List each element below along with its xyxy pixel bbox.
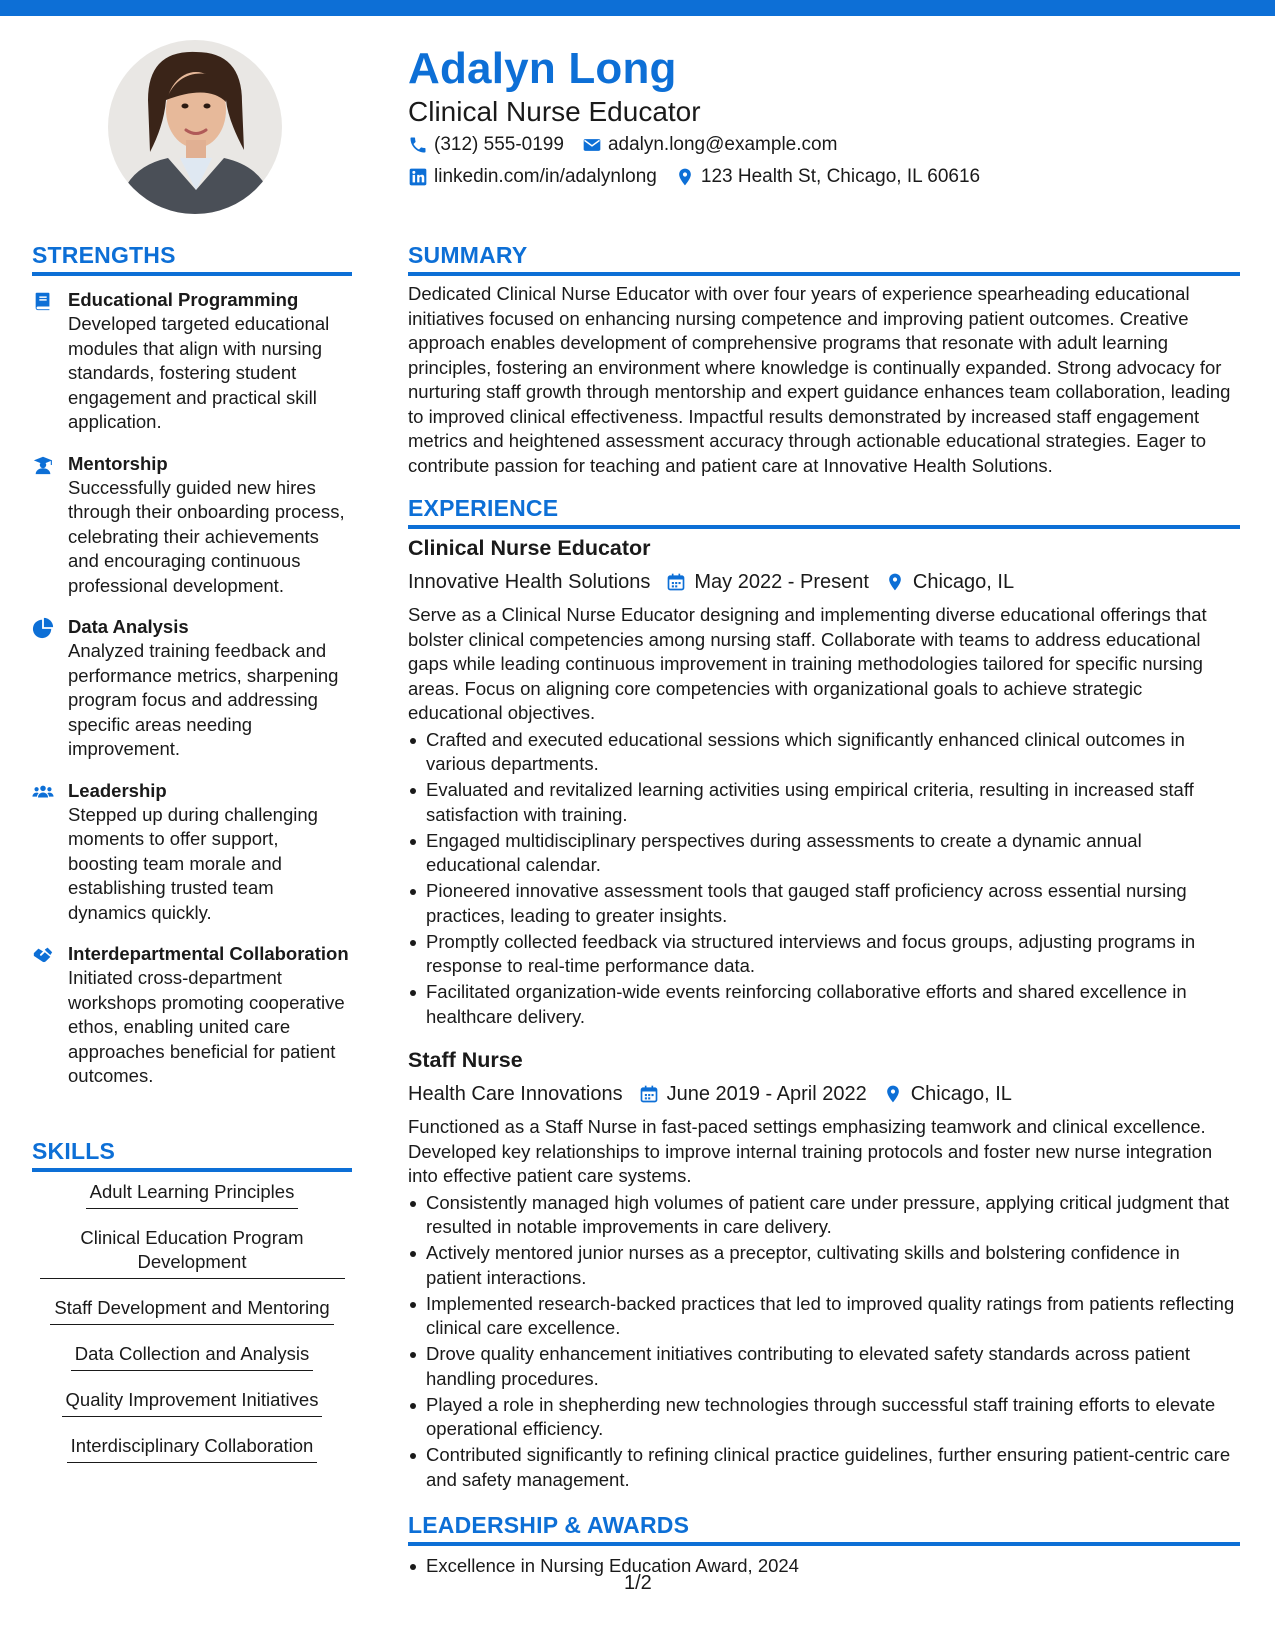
phone-text[interactable]: (312) 555-0199 xyxy=(434,134,564,155)
graduate-icon xyxy=(32,452,56,599)
list-item: Engaged multidisciplinary perspectives during assessments to create a dynamic annual educational calendar. xyxy=(408,829,1240,878)
skill-item xyxy=(32,1434,352,1463)
list-item: Pioneered innovative assessment tools that gauged staff proficiency across essential nursing practices, leading to greater insights. xyxy=(408,879,1240,928)
job-entry xyxy=(408,533,1240,1031)
contact-phone xyxy=(408,134,564,156)
list-item: Actively mentored junior nurses as a preceptor, cultivating skills and bolstering confidence in patient interactions. xyxy=(408,1241,1240,1290)
calendar-icon xyxy=(666,572,686,592)
experience-rule xyxy=(408,525,1240,529)
email-link[interactable]: adalyn.long@example.com xyxy=(607,134,838,155)
strength-item xyxy=(32,288,352,435)
contact-row-2 xyxy=(408,166,980,188)
list-item: Consistently managed high volumes of patient care under pressure, applying critical judgment that resulted in notable improvements in care delivery. xyxy=(408,1191,1240,1240)
users-icon xyxy=(32,779,56,926)
strengths-rule xyxy=(32,272,352,276)
job-meta xyxy=(408,567,1240,597)
linkedin-icon xyxy=(408,167,428,187)
job-bullets xyxy=(408,1191,1240,1493)
list-item: Contributed significantly to refining clinical practice guidelines, further ensuring patient-centric care and safety management. xyxy=(408,1443,1240,1492)
company-name: Innovative Health Solutions xyxy=(408,571,651,593)
contact-linkedin xyxy=(408,166,657,188)
contact-email xyxy=(582,134,837,156)
job-location: Chicago, IL xyxy=(910,1083,1012,1105)
skill-label: Clinical Education Program Development xyxy=(40,1226,345,1279)
handshake-icon xyxy=(32,942,56,1089)
map-pin-icon xyxy=(675,167,695,187)
summary-rule xyxy=(408,272,1240,276)
strengths-heading: STRENGTHS xyxy=(32,242,176,268)
strength-name: Leadership xyxy=(68,779,167,801)
skill-item xyxy=(32,1388,352,1417)
strengths-list xyxy=(32,288,352,1106)
job-location: Chicago, IL xyxy=(912,571,1015,593)
skills-list xyxy=(32,1180,352,1480)
map-pin-icon xyxy=(885,572,905,592)
summary-heading: SUMMARY xyxy=(408,242,528,268)
job-description: Serve as a Clinical Nurse Educator designing and implementing diverse educational offerings that bolster clinical competencies among nursing staff. Collaborate with teams to address educational gaps while leading continuous improvement in training methodologies tailored for specific nursing areas. Focus on aligning core competencies with organizational goals to achieve strategic educational objectives. xyxy=(408,604,1207,723)
job-dates: May 2022 - Present xyxy=(694,571,869,593)
book-icon xyxy=(32,288,56,435)
strength-description: Initiated cross-department workshops promoting cooperative ethos, enabling united care approaches beneficial for patient outcomes. xyxy=(68,967,345,1086)
list-item: Evaluated and revitalized learning activities using empirical criteria, resulting in increased staff satisfaction with training. xyxy=(408,778,1240,827)
strength-description: Developed targeted educational modules that align with nursing standards, fostering student engagement and practical skill application. xyxy=(68,313,330,432)
contact-address xyxy=(675,166,980,188)
envelope-icon xyxy=(582,135,602,155)
map-pin-icon xyxy=(883,1084,903,1104)
skills-heading: SKILLS xyxy=(32,1138,115,1164)
phone-icon xyxy=(408,135,428,155)
strength-item xyxy=(32,942,352,1089)
strength-name: Data Analysis xyxy=(68,616,189,637)
job-description: Functioned as a Staff Nurse in fast-paced settings emphasizing teamwork and clinical excellence. Developed key relationships to improve internal training protocols and foster new nurse integration into effective patient care systems. xyxy=(408,1116,1213,1186)
strength-item xyxy=(32,779,352,926)
job-bullets xyxy=(408,728,1240,1030)
strength-item xyxy=(32,615,352,762)
contact-row-1 xyxy=(408,134,837,156)
awards-rule xyxy=(408,1542,1240,1546)
strength-name: Interdepartmental Collaboration xyxy=(68,943,349,964)
calendar-icon xyxy=(639,1084,659,1104)
list-item: Facilitated organization-wide events reinforcing collaborative efforts and shared excellence in healthcare delivery. xyxy=(408,980,1240,1029)
awards-heading: LEADERSHIP & AWARDS xyxy=(408,1512,690,1538)
skill-item xyxy=(32,1180,352,1209)
strength-description: Analyzed training feedback and performance metrics, sharpening program focus and addressing specific areas needing improvement. xyxy=(68,640,339,759)
job-entry xyxy=(408,1045,1240,1494)
skills-rule xyxy=(32,1168,352,1172)
summary-text: Dedicated Clinical Nurse Educator with over four years of experience spearheading educational initiatives focused on enhancing nursing competence and improving patient outcomes. Creative approach enables development of comprehensive programs that resonate with adult learning principles, fostering an environment where knowledge is continually expanded. Strong advocacy for nurturing staff growth through mentorship and expert guidance enhances team collaboration, leading to improved clinical effectiveness. Impactful results demonstrated by increased staff engagement metrics and heightened assessment accuracy through actionable educational strategies. Eager to contribute passion for teaching and patient care at Innovative Health Solutions. xyxy=(408,283,1231,476)
strength-item xyxy=(32,452,352,599)
company-name: Health Care Innovations xyxy=(408,1083,623,1105)
top-accent-bar xyxy=(0,0,1275,16)
candidate-name: Adalyn Long xyxy=(408,44,677,93)
list-item: Played a role in shepherding new technologies through successful staff training efforts to elevate operational efficiency. xyxy=(408,1393,1240,1442)
experience-heading: EXPERIENCE xyxy=(408,495,559,521)
list-item: Implemented research-backed practices that led to improved quality ratings from patients reflecting clinical care excellence. xyxy=(408,1292,1240,1341)
address-text: 123 Health St, Chicago, IL 60616 xyxy=(700,166,981,187)
skill-label: Interdisciplinary Collaboration xyxy=(67,1434,318,1463)
profile-photo xyxy=(108,40,282,214)
candidate-title: Clinical Nurse Educator xyxy=(408,96,701,127)
job-title: Clinical Nurse Educator xyxy=(408,536,651,560)
job-meta xyxy=(408,1079,1240,1109)
strength-name: Mentorship xyxy=(68,452,168,474)
strength-name: Educational Programming xyxy=(68,289,299,310)
job-dates: June 2019 - April 2022 xyxy=(666,1083,867,1105)
skill-label: Staff Development and Mentoring xyxy=(50,1296,333,1325)
skill-item xyxy=(32,1342,352,1371)
skill-label: Data Collection and Analysis xyxy=(71,1342,313,1371)
awards-list xyxy=(408,1552,1240,1580)
list-item: Drove quality enhancement initiatives contributing to elevated safety standards across patient handling procedures. xyxy=(408,1342,1240,1391)
skill-item xyxy=(32,1226,352,1279)
skill-label: Adult Learning Principles xyxy=(86,1180,299,1209)
linkedin-link[interactable]: linkedin.com/in/adalynlong xyxy=(434,166,657,187)
skill-item xyxy=(32,1296,352,1325)
list-item: Crafted and executed educational sessions which significantly enhanced clinical outcomes in various departments. xyxy=(408,728,1240,777)
strength-description: Successfully guided new hires through their onboarding process, celebrating their achievements and encouraging continuous professional development. xyxy=(68,476,345,596)
page-number: 1/2 xyxy=(624,1572,652,1594)
list-item: Promptly collected feedback via structured interviews and focus groups, adjusting programs in response to real-time performance data. xyxy=(408,930,1240,979)
skill-label: Quality Improvement Initiatives xyxy=(62,1388,323,1417)
pie-chart-icon xyxy=(32,615,56,762)
list-item: Excellence in Nursing Education Award, 2024 xyxy=(408,1554,1240,1579)
strength-description: Stepped up during challenging moments to offer support, boosting team morale and establishing trusted team dynamics quickly. xyxy=(68,803,318,923)
job-title: Staff Nurse xyxy=(408,1048,523,1072)
